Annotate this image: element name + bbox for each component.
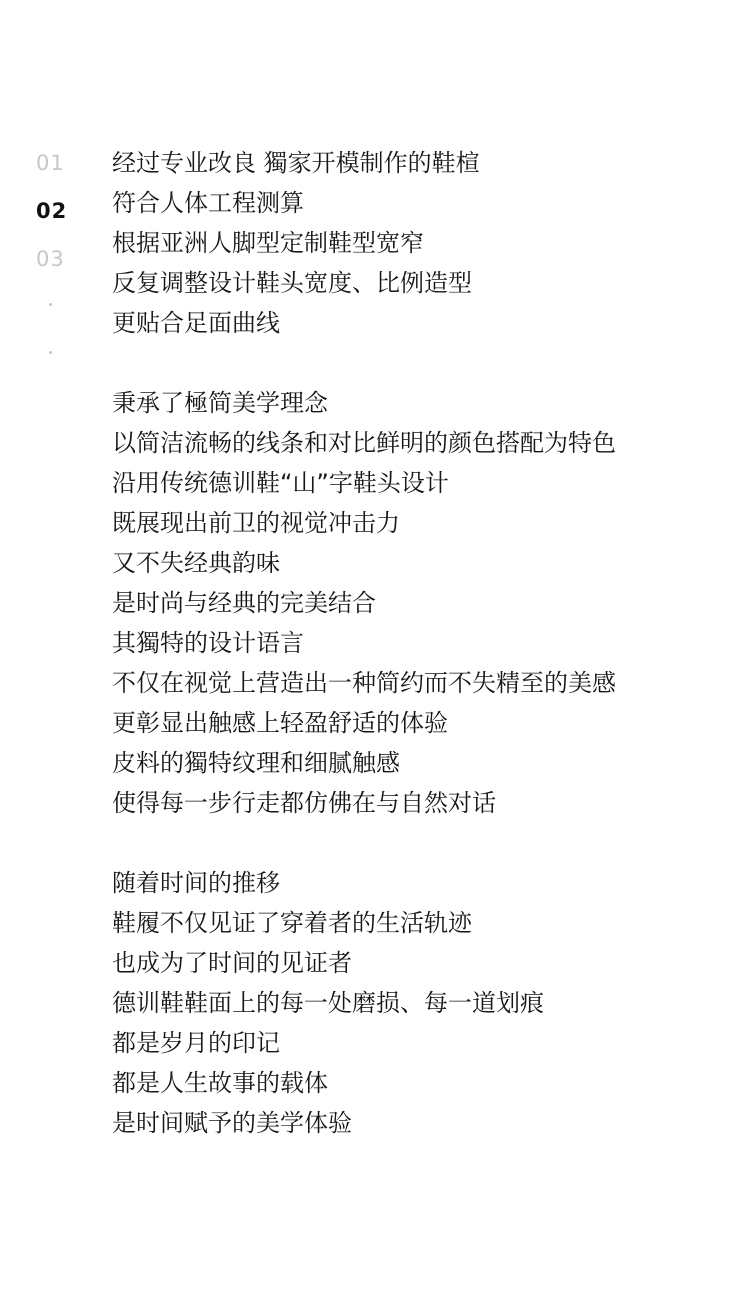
text-line: 其獨特的设计语言 xyxy=(112,629,304,657)
paragraph-shoe-last xyxy=(112,143,732,343)
text-line: 皮料的獨特纹理和细腻触感 xyxy=(112,749,400,777)
text-line: 又不失经典韵味 xyxy=(112,549,280,577)
text-line: 是时间赋予的美学体验 xyxy=(112,1109,352,1137)
text-line: 德训鞋鞋面上的每一处磨损、每一道划痕 xyxy=(112,989,544,1017)
text-line: 都是人生故事的载体 xyxy=(112,1069,328,1097)
text-line: 不仅在视觉上营造出一种简约而不失精至的美感 xyxy=(112,669,616,697)
text-line: 鞋履不仅见证了穿着者的生活轨迹 xyxy=(112,909,472,937)
text-line: 也成为了时间的见证者 xyxy=(112,949,352,977)
nav-item-01[interactable]: 01 xyxy=(36,151,65,175)
text-line: 既展现出前卫的视觉冲击力 xyxy=(112,509,400,537)
section-nav xyxy=(36,145,76,385)
nav-dot-icon xyxy=(36,337,76,385)
text-line: 秉承了極简美学理念 xyxy=(112,389,328,417)
text-line: 都是岁月的印记 xyxy=(112,1029,280,1057)
text-line: 符合人体工程测算 xyxy=(112,189,304,217)
paragraph-design xyxy=(112,383,732,823)
nav-dot-icon xyxy=(36,289,76,337)
text-line: 随着时间的推移 xyxy=(112,869,280,897)
text-line: 沿用传统德训鞋“山”字鞋头设计 xyxy=(112,469,449,497)
nav-item-03[interactable]: 03 xyxy=(36,247,65,271)
text-line: 更彰显出触感上轻盈舒适的体验 xyxy=(112,709,448,737)
nav-item-02[interactable]: 02 xyxy=(36,199,68,223)
text-line: 以简洁流畅的线条和对比鲜明的颜色搭配为特色 xyxy=(112,429,616,457)
text-line: 经过专业改良 獨家开模制作的鞋楦 xyxy=(112,149,480,177)
text-line: 根据亚洲人脚型定制鞋型宽窄 xyxy=(112,229,424,257)
text-line: 更贴合足面曲线 xyxy=(112,309,280,337)
text-line: 使得每一步行走都仿佛在与自然对话 xyxy=(112,789,496,817)
text-line: 反复调整设计鞋头宽度、比例造型 xyxy=(112,269,472,297)
article-body xyxy=(112,143,732,1183)
text-line: 是时尚与经典的完美结合 xyxy=(112,589,376,617)
paragraph-time xyxy=(112,863,732,1143)
